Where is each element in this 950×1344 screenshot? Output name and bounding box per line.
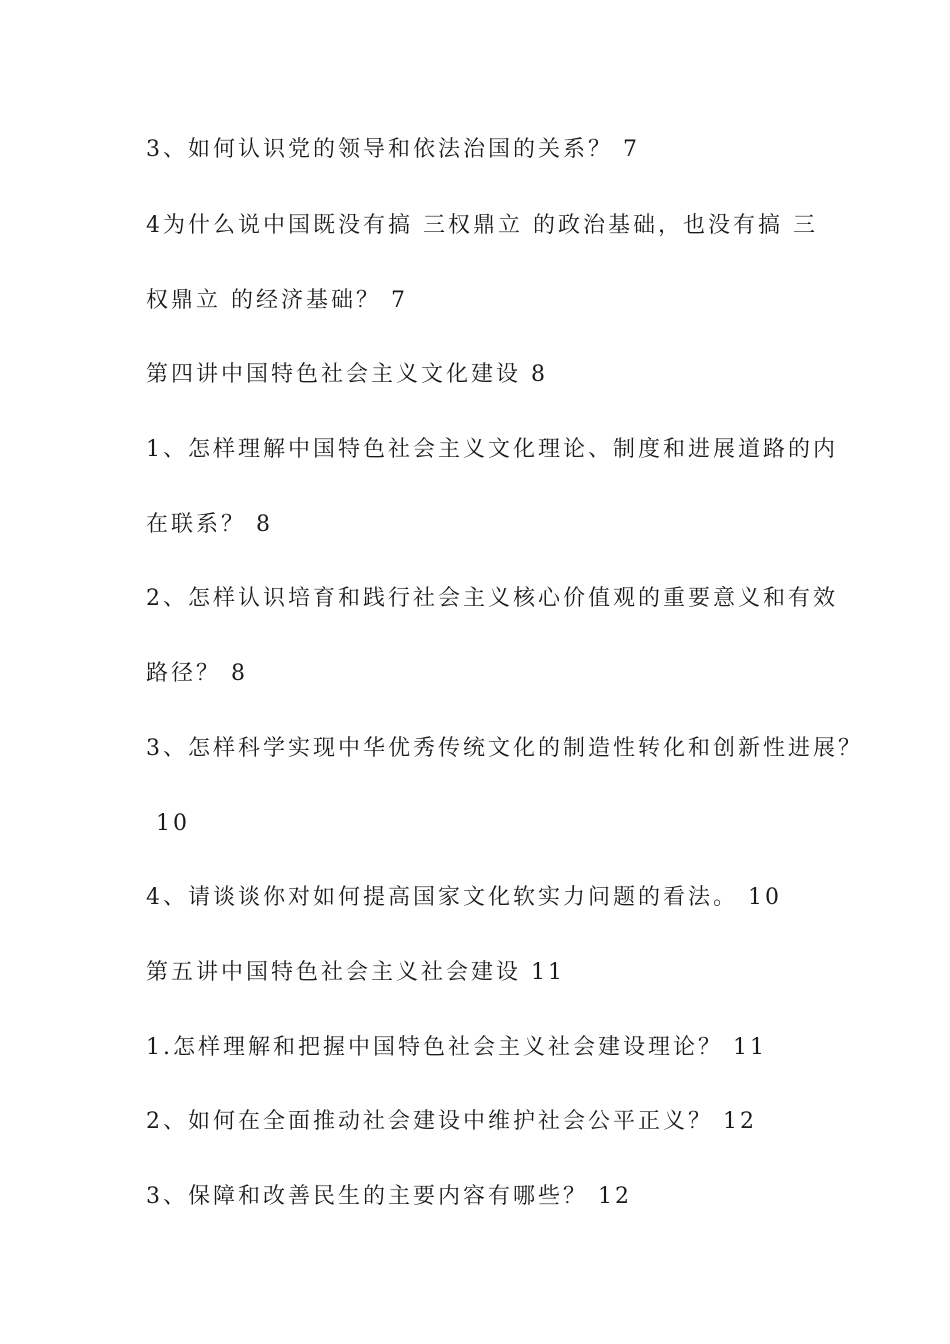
- toc-entry: 2、如何在全面推动社会建设中维护社会公平正义？ 12: [146, 1109, 757, 1134]
- toc-entry: 10: [146, 811, 190, 836]
- toc-entry: 1.怎样理解和把握中国特色社会主义社会建设理论？ 11: [146, 1035, 767, 1060]
- toc-entry: 4、请谈谈你对如何提高国家文化软实力问题的看法。 10: [146, 885, 782, 910]
- toc-entry: 3、保障和改善民生的主要内容有哪些？ 12: [146, 1184, 632, 1209]
- toc-section-heading: 第四讲中国特色社会主义文化建设 8: [146, 362, 548, 387]
- toc-entry: 3、怎样科学实现中华优秀传统文化的制造性转化和创新性进展？: [146, 736, 863, 761]
- toc-entry: 权鼎立 的经济基础？ 7: [146, 288, 408, 313]
- toc-section-heading: 第五讲中国特色社会主义社会建设 11: [146, 960, 565, 985]
- toc-entry: 4为什么说中国既没有搞 三权鼎立 的政治基础，也没有搞 三: [146, 213, 818, 238]
- toc-entry: 2、怎样认识培育和践行社会主义核心价值观的重要意义和有效: [146, 586, 838, 611]
- toc-entry: 1、怎样理解中国特色社会主义文化理论、制度和进展道路的内: [146, 437, 838, 462]
- toc-entry: 路径？ 8: [146, 661, 248, 686]
- toc-entry: 在联系？ 8: [146, 512, 273, 537]
- toc-entry: 3、如何认识党的领导和依法治国的关系？ 7: [146, 137, 640, 162]
